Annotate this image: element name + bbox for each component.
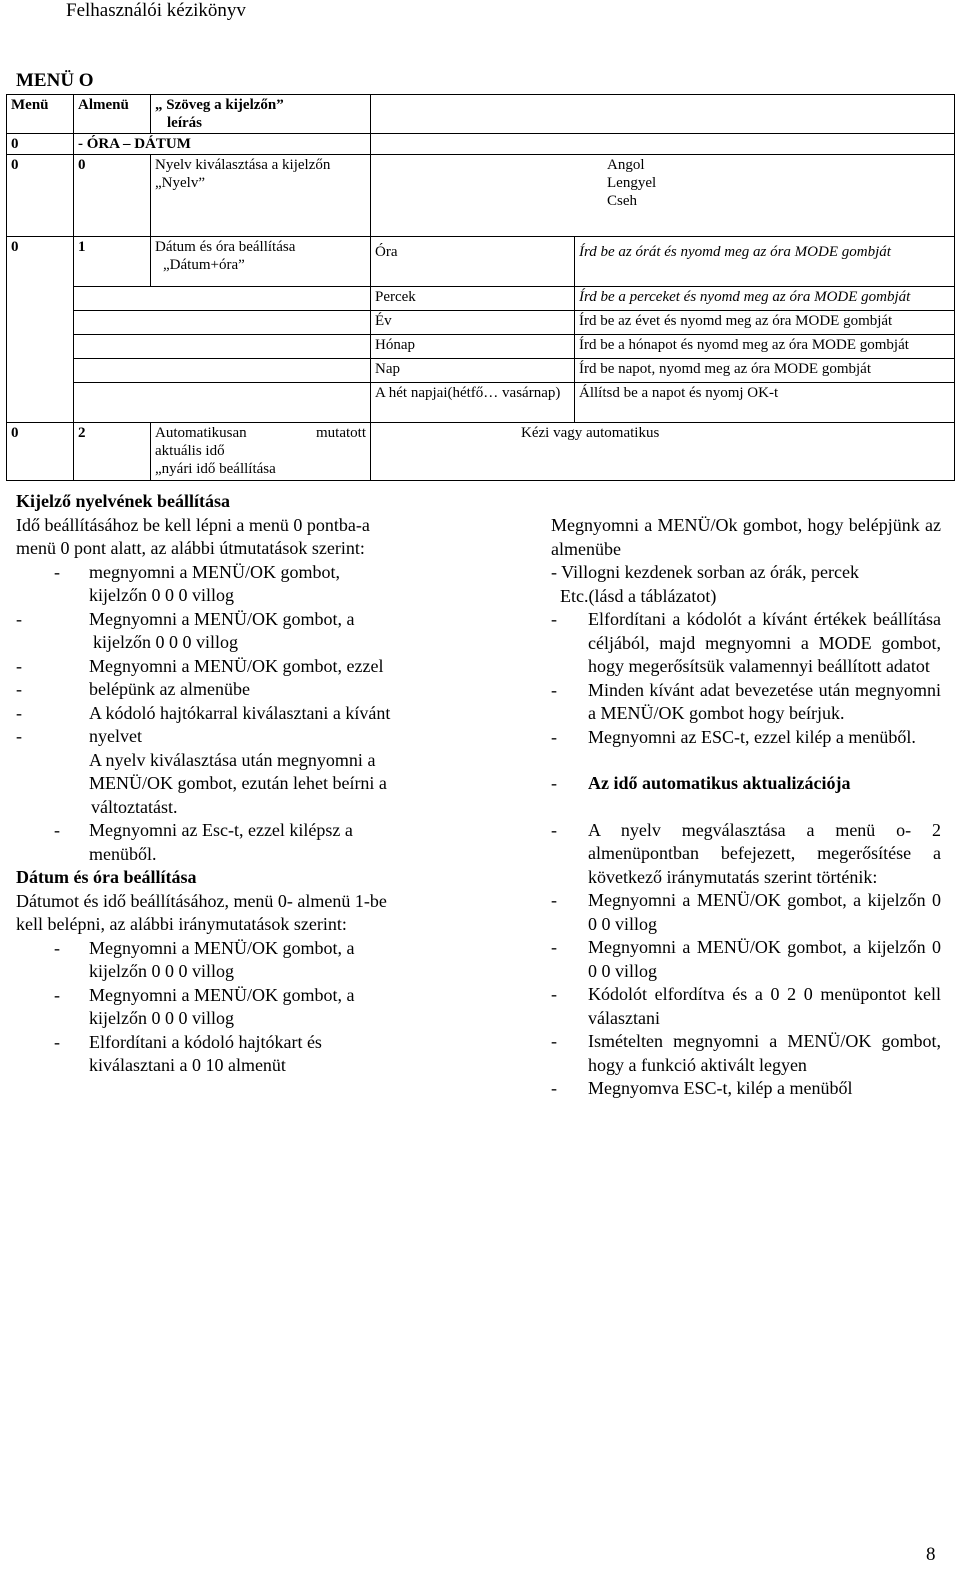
sub-desc: Írd be napot, nyomd meg az óra MODE gombját <box>575 359 955 383</box>
col-text: „ Szöveg a kijelzőn” leírás <box>151 95 371 134</box>
table-row <box>7 335 955 359</box>
section-heading: - Az idő automatikus aktualizációja <box>551 773 851 793</box>
cell: Nyelv kiválasztása a kijelzőn „Nyelv” <box>151 155 371 237</box>
cell <box>74 383 371 423</box>
page-header: Felhasználói kézikönyv <box>66 0 246 21</box>
sub-item: Év <box>371 311 575 335</box>
list-item: - Megnyomni az Esc-t, ezzel kilépsz a <box>54 820 353 840</box>
table-row <box>7 311 955 335</box>
col-almenu: Almenü <box>74 95 151 134</box>
cell <box>74 335 371 359</box>
cell: Automatikusan mutatott aktuális idő „nyári idő beállítása <box>151 423 371 481</box>
sub-desc: Írd be az évet és nyomd meg az óra MODE gombját <box>575 311 955 335</box>
cell: 0 <box>7 155 74 237</box>
list-item-cont: kijelzőn 0 0 0 villog <box>89 585 234 605</box>
table-row <box>7 237 955 287</box>
menu-title: MENÜ O <box>16 70 94 91</box>
list-item-cont: kijelzőn 0 0 0 villog <box>93 632 238 652</box>
list-item: - Minden kívánt adat bevezetése után megnyomni a MENÜ/OK gombot hogy beírjuk. <box>551 679 941 723</box>
cell: 2 <box>74 423 151 481</box>
list-item: - Ismételten megnyomni a MENÜ/OK gombot, hogy a funkció aktivált legyen <box>551 1031 941 1075</box>
list-item: - megnyomni a MENÜ/OK gombot, <box>54 561 340 582</box>
right-column <box>551 514 941 1101</box>
table-header-row <box>7 95 955 134</box>
cell: 0 <box>74 155 151 237</box>
table-row <box>7 155 955 237</box>
list-item: - Elfordítani a kódolót a kívánt értékek beállítása céljából, majd megnyomni a MODE gombot, hogy megerősítsük valamennyi beállított adatot <box>551 609 941 676</box>
list-item: - belépünk az almenübe <box>16 679 250 699</box>
col-menu: Menü <box>7 95 74 134</box>
sub-item: Nap <box>371 359 575 383</box>
row-label: - ÓRA – DÁTUM <box>74 134 371 155</box>
cell: 1 <box>74 237 151 287</box>
sub-desc: Írd be a perceket és nyomd meg az óra MODE gombját <box>575 287 955 311</box>
paragraph: Dátumot és idő beállításához, menü 0- almenü 1-be <box>16 890 387 911</box>
list-item-cont: menüből. <box>89 843 157 864</box>
cell <box>74 311 371 335</box>
list-item-cont: kiválasztani a 0 10 almenüt <box>89 1055 286 1075</box>
cell <box>74 359 371 383</box>
cell: 0 <box>7 237 74 423</box>
list-item: - Megnyomni a MENÜ/OK gombot, a kijelzőn 0 0 0 villog <box>551 890 941 934</box>
sub-item: A hét napjai(hétfő… vasárnap) <box>371 383 575 423</box>
list-item: - Megnyomni a MENÜ/OK gombot, ezzel <box>16 655 384 676</box>
list-item: - Megnyomva ESC-t, kilép a menüből <box>551 1078 853 1098</box>
paragraph: Idő beállításához be kell lépni a menü 0 pontba-a <box>16 514 370 535</box>
sub-desc: Állítsd be a napot és nyomj OK-t <box>575 383 955 423</box>
table-row <box>7 134 955 155</box>
list-item-cont: változtatást. <box>91 796 178 817</box>
list-item: - Megnyomni a MENÜ/OK gombot, a <box>54 984 355 1005</box>
paragraph: Megnyomni a MENÜ/Ok gombot, hogy belépjünk az almenübe <box>551 515 941 559</box>
menu-table <box>6 94 955 481</box>
list-item: - Megnyomni a MENÜ/OK gombot, a <box>16 608 355 629</box>
cell: Dátum és óra beállítása „Dátum+óra” <box>151 237 371 287</box>
list-item-cont: kijelzőn 0 0 0 villog <box>89 961 234 981</box>
list-item-cont: kijelzőn 0 0 0 villog <box>89 1008 234 1028</box>
section-heading: Dátum és óra beállítása <box>16 867 197 887</box>
cell <box>74 287 371 311</box>
paragraph: Etc.(lásd a táblázatot) <box>560 585 717 606</box>
list-item: - A nyelv megválasztása a menü o- 2 almenüpontban befejezett, megerősítése a következő iránymutatás szerint történik: <box>551 819 941 887</box>
page-number: 8 <box>926 1544 936 1565</box>
list-item-cont: MENÜ/OK gombot, ezután lehet beírni a <box>89 773 387 793</box>
section-heading: Kijelző nyelvének beállítása <box>16 491 230 511</box>
sub-desc: Írd be az órát és nyomd meg az óra MODE gombját <box>575 237 955 287</box>
list-item-cont: A nyelv kiválasztása után megnyomni a <box>89 749 376 770</box>
list-item: - Megnyomni a MENÜ/OK gombot, a kijelzőn 0 0 0 villog <box>551 937 941 981</box>
list-item: - Kódolót elfordítva és a 0 2 0 menüpontot kell választani <box>551 984 941 1028</box>
cell: 0 <box>7 134 74 155</box>
cell: 0 <box>7 423 74 481</box>
table-row <box>7 383 955 423</box>
header-empty <box>371 95 955 134</box>
paragraph: kell belépni, az alábbi iránymutatások szerint: <box>16 914 347 934</box>
list-item: - A kódoló hajtókarral kiválasztani a kívánt <box>16 702 391 723</box>
auto-mode: Kézi vagy automatikus <box>371 423 955 481</box>
table-row <box>7 423 955 481</box>
table-row <box>7 359 955 383</box>
sub-item: Hónap <box>371 335 575 359</box>
sub-item: Percek <box>371 287 575 311</box>
left-column <box>16 490 456 1078</box>
list-item: - nyelvet <box>16 726 142 746</box>
sub-item: Óra <box>371 237 575 287</box>
language-options: Angol Lengyel Cseh <box>371 155 955 237</box>
list-item: - Megnyomni a MENÜ/OK gombot, a <box>54 937 355 958</box>
sub-desc: Írd be a hónapot és nyomd meg az óra MODE gombját <box>575 335 955 359</box>
paragraph: menü 0 pont alatt, az alábbi útmutatások szerint: <box>16 538 365 558</box>
list-item: - Megnyomni az ESC-t, ezzel kilép a menüből. <box>551 726 916 747</box>
cell <box>371 134 955 155</box>
table-row <box>7 287 955 311</box>
list-item: - Elfordítani a kódoló hajtókart és <box>54 1031 322 1052</box>
paragraph: - Villogni kezdenek sorban az órák, percek <box>551 562 859 582</box>
